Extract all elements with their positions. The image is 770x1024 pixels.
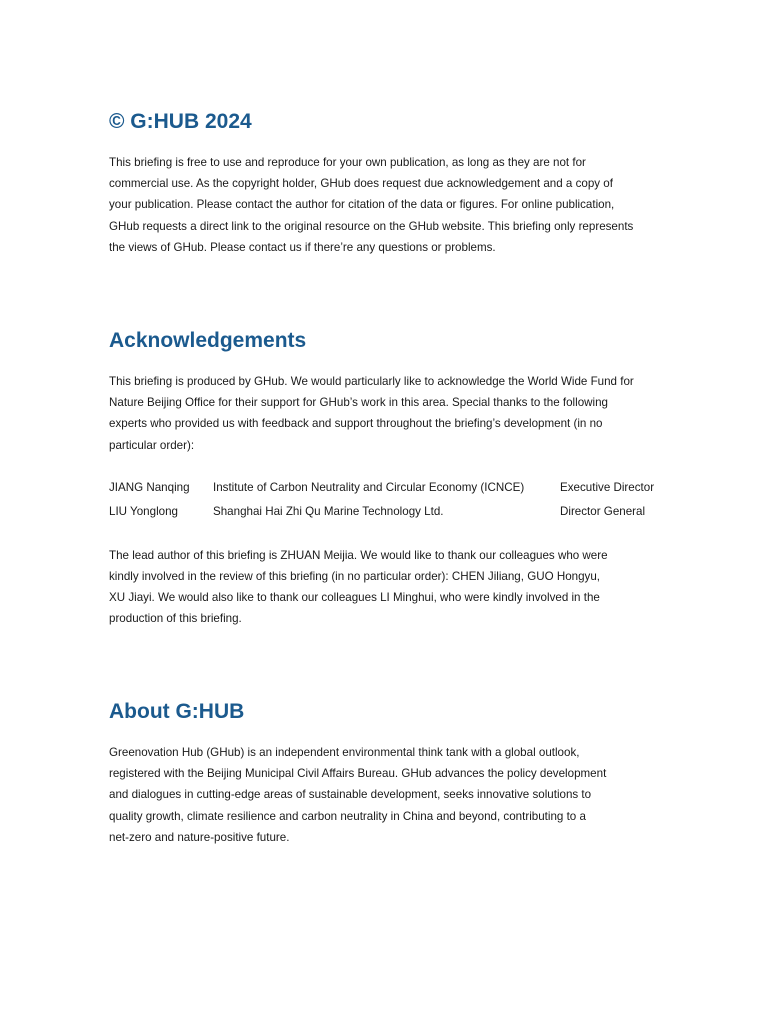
copyright-section <box>109 109 664 258</box>
copyright-line: commercial use. As the copyright holder, GHub does request due acknowledgement and a copy of <box>109 177 613 191</box>
closing-line: XU Jiayi. We would also like to thank our colleagues LI Minghui, who were kindly involved in the <box>109 591 600 605</box>
copyright-paragraph <box>109 152 664 258</box>
intro-line: particular order): <box>109 438 195 452</box>
acknowledgements-intro <box>109 371 664 456</box>
acknowledgements-closing <box>109 545 664 630</box>
closing-line: The lead author of this briefing is ZHUAN Meijia. We would like to thank our colleagues who were <box>109 548 608 562</box>
experts-table <box>109 476 664 524</box>
intro-line: This briefing is produced by GHub. We would particularly like to acknowledge the World Wide Fund for <box>109 375 634 388</box>
intro-line: Nature Beijing Office for their support for GHub’s work in this area. Special thanks to the following <box>109 396 608 410</box>
expert-title: Executive Director <box>560 481 655 495</box>
expert-title: Director General <box>560 505 646 519</box>
about-section <box>109 699 664 848</box>
intro-line: experts who provided us with feedback and support throughout the briefing’s development (in no <box>109 417 603 431</box>
about-heading: About G:HUB <box>109 700 245 723</box>
acknowledgements-heading: Acknowledgements <box>109 329 307 352</box>
copyright-line: GHub requests a direct link to the original resource on the GHub website. This briefing only represents <box>109 219 634 233</box>
copyright-line: This briefing is free to use and reproduce for your own publication, as long as they are not for <box>109 156 586 169</box>
closing-line: production of this briefing. <box>109 612 242 626</box>
about-line: Greenovation Hub (GHub) is an independent environmental think tank with a global outlook, <box>109 746 580 759</box>
copyright-heading: © G:HUB 2024 <box>109 110 252 133</box>
about-line: and dialogues in cutting-edge areas of sustainable development, seeks innovative solutions to <box>109 788 592 802</box>
expert-organization: Institute of Carbon Neutrality and Circular Economy (ICNCE) <box>213 481 525 495</box>
about-line: net-zero and nature-positive future. <box>109 830 290 844</box>
copyright-line: your publication. Please contact the author for citation of the data or figures. For online publication, <box>109 198 615 212</box>
expert-name: LIU Yonglong <box>109 505 178 519</box>
expert-organization: Shanghai Hai Zhi Qu Marine Technology Ltd. <box>213 505 444 519</box>
table-row <box>109 500 664 524</box>
about-line: quality growth, climate resilience and carbon neutrality in China and beyond, contributing to a <box>109 809 586 823</box>
closing-line: kindly involved in the review of this briefing (in no particular order): CHEN Jiliang, GUO Hongyu, <box>109 570 601 584</box>
copyright-line: the views of GHub. Please contact us if there’re any questions or problems. <box>109 240 496 254</box>
table-row <box>109 476 664 500</box>
acknowledgements-section <box>109 328 664 630</box>
expert-name: JIANG Nanqing <box>109 481 190 495</box>
about-line: registered with the Beijing Municipal Civil Affairs Bureau. GHub advances the policy development <box>109 767 607 781</box>
about-paragraph <box>109 742 664 848</box>
